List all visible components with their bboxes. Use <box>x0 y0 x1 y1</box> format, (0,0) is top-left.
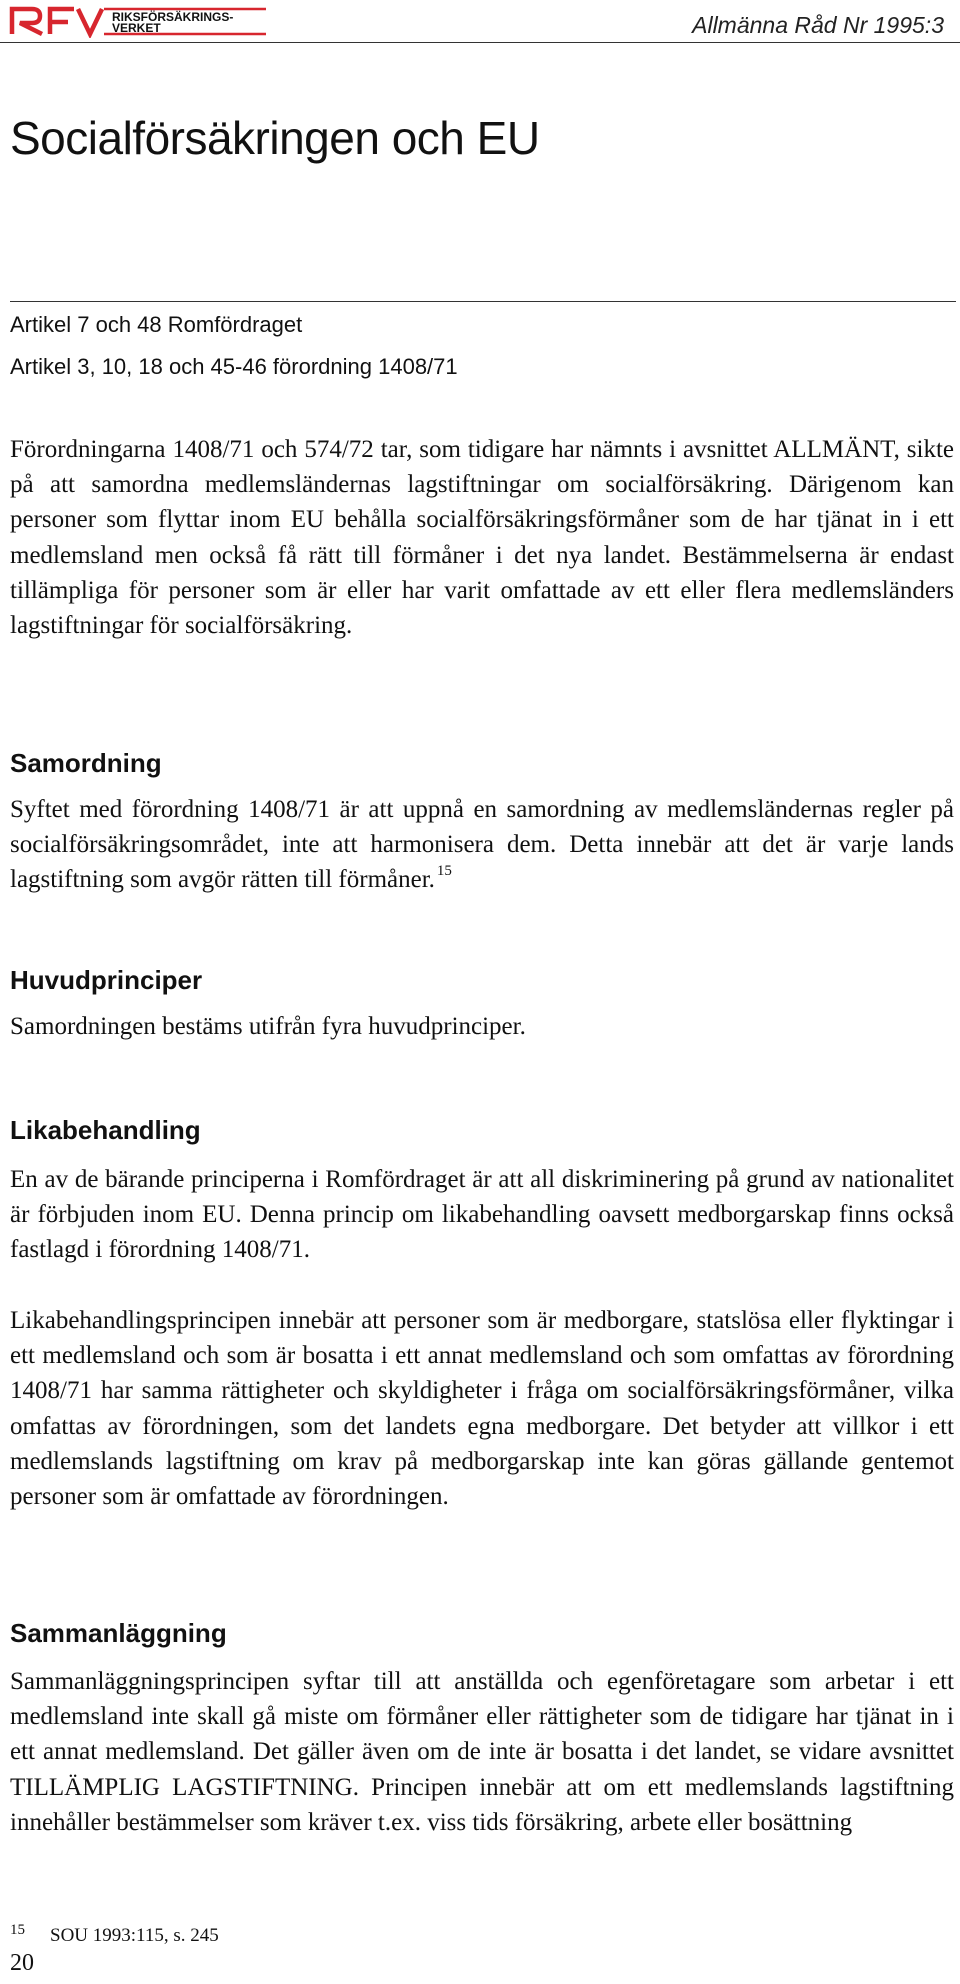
footnote-text: SOU 1993:115, s. 245 <box>50 1925 219 1946</box>
likabehandling-paragraph-2: Likabehandlingsprincipen innebär att personer som är medborgare, statslösa eller flyktingar i ett medlemsland och som är bosatta i ett annat medlemsland och som omfattas av förordning 1408/71 har samma rättigheter och skyldigheter i fråga om socialförsäkringsförmåner, vilka omfattas av förordningen, som det landets egna medborgare. Det betyder att villkor i ett medlemslands lagstiftning om krav på medborgarskap inte kan göras gällande gentemot personer som är omfattade av förordningen. <box>10 1307 954 1511</box>
page-title: Socialförsäkringen och EU <box>10 112 540 164</box>
heading-huvudprinciper: Huvudprinciper <box>10 965 203 995</box>
logo-line-2: VERKET <box>112 21 161 35</box>
legal-reference-1: Artikel 7 och 48 Romfördraget <box>10 312 303 337</box>
sammanlaggning-paragraph: Sammanläggningsprincipen syftar till att anställda och egenföretagare som arbetar i ett medlemsland inte skall gå miste om förmåner eller rättigheter som de tidigare har tjänat in i ett annat medlemsland. Det gäller även om de inte är bosatta i det landet, se vidare avsnittet TILLÄMPLIG LAGSTIFTNING. Principen innebär att om ett medlemslands lagstiftning innehåller bestämmelser som kräver t.ex. viss tids försäkring, arbete eller bosättning <box>10 1668 954 1836</box>
intro-paragraph: Förordningarna 1408/71 och 574/72 tar, som tidigare har nämnts i avsnittet ALLMÄNT, sikte på att samordna medlemsländernas lagstiftningar om socialförsäkring. Därigenom kan personer som flyttar inom EU behålla socialförsäkringsförmåner som de har tjänat in i ett medlemsland men också få rätt till förmåner i det nya landet. Bestämmelserna är endast tillämpliga för personer som är eller har varit omfattade av ett eller flera medlemsländers lagstiftningar för socialförsäkring. <box>10 436 954 640</box>
legal-reference-2: Artikel 3, 10, 18 och 45-46 förordning 1408/71 <box>10 354 458 379</box>
heading-likabehandling: Likabehandling <box>10 1115 201 1145</box>
header-divider <box>0 42 960 43</box>
rfv-logo <box>8 4 270 38</box>
huvudprinciper-paragraph: Samordningen bestäms utifrån fyra huvudprinciper. <box>10 1013 526 1040</box>
likabehandling-paragraph-1: En av de bärande principerna i Romfördraget är att all diskriminering på grund av nationalitet är förbjuden inom EU. Denna princip om likabehandling oavsett medborgarskap finns också fastlagd i förordning 1408/71. <box>10 1166 954 1264</box>
page-number: 20 <box>10 1950 34 1976</box>
heading-sammanlaggning: Sammanläggning <box>10 1618 227 1648</box>
section-divider <box>10 301 956 302</box>
heading-samordning: Samordning <box>10 748 162 778</box>
samordning-text: Syftet med förordning 1408/71 är att uppnå en samordning av medlemsländernas regler på socialförsäkringsområdet, inte att harmonisera dem. Detta innebär att det är varje lands lagstiftning som avgör rätten till förmåner. <box>10 796 954 894</box>
samordning-paragraph <box>10 792 954 898</box>
footnote-number: 15 <box>10 1922 25 1938</box>
publication-reference: Allmänna Råd Nr 1995:3 <box>692 12 944 38</box>
footnote-reference: 15 <box>436 863 452 880</box>
logo-line-1: RIKSFÖRSÄKRINGS- <box>112 10 234 24</box>
